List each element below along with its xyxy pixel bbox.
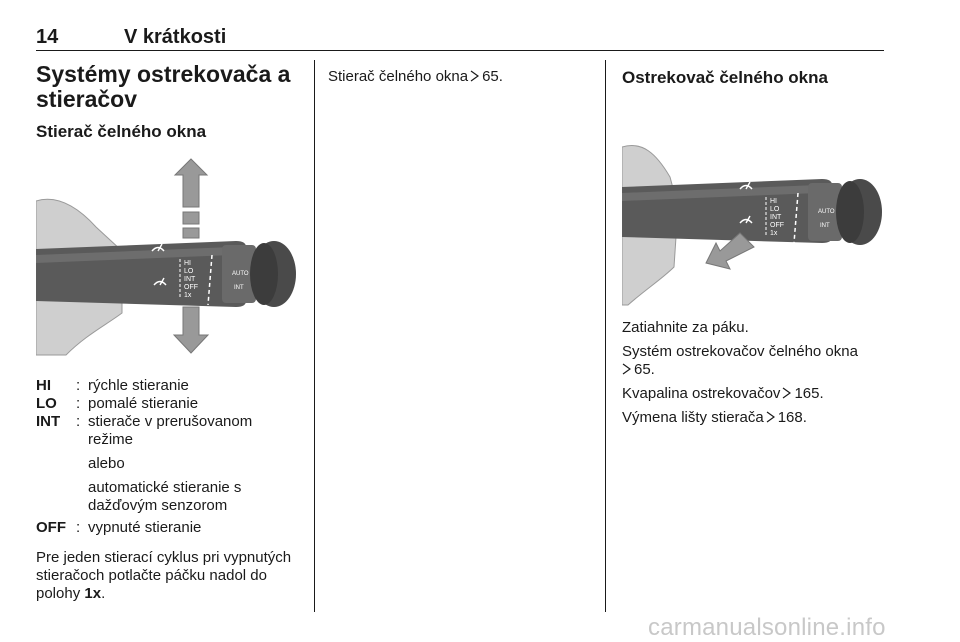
washer-stalk-figure: [622, 97, 884, 307]
figure-label: HI: [770, 198, 777, 205]
page-number: 14: [36, 26, 59, 48]
figure-label: HI: [184, 260, 191, 267]
page-reference-icon: [782, 385, 791, 403]
page-reference: 168.: [777, 409, 807, 426]
subsection-heading: Stierač čelného okna: [36, 122, 207, 141]
figure-label: OFF: [770, 222, 784, 229]
figure-label: 1x: [184, 292, 192, 299]
figure-label: INT: [234, 285, 244, 291]
figure-label: LO: [184, 268, 194, 275]
move-up-arrow: [175, 159, 207, 238]
definition-row: OFF : vypnuté stieranie: [36, 519, 300, 537]
cross-reference[interactable]: Systém ostrekovačov čelného okna 65.: [622, 343, 858, 378]
instruction-text: Zatiahnite za páku.: [622, 319, 749, 336]
figure-label: INT: [820, 223, 830, 229]
definition-term: OFF: [36, 519, 66, 536]
section-heading: Systémy ostrekovača a stieračov: [36, 61, 291, 112]
note-paragraph: Pre jeden stierací cyklus pri vypnutých stieračoch potlačte páčku nadol do polohy 1x.: [36, 549, 292, 602]
figure-label: 1x: [770, 230, 778, 237]
note-bold: 1x: [84, 585, 102, 602]
wiper-stalk-figure: [36, 155, 298, 365]
definition-term: LO: [36, 395, 57, 412]
column-right: [622, 62, 884, 427]
column-divider: [605, 60, 606, 612]
page-reference-icon: [766, 409, 775, 427]
page-reference: 165.: [794, 385, 824, 402]
definition-desc: rýchle stieranie: [88, 377, 189, 394]
definition-extra: automatické stieranie s dažďovým senzorom: [88, 479, 242, 514]
figure-label: AUTO: [232, 271, 249, 277]
definition-term: HI: [36, 377, 51, 394]
header-title: V krátkosti: [124, 26, 227, 48]
figure-label: LO: [770, 206, 780, 213]
definition-desc: stierače v prerušovanom režime: [88, 413, 253, 448]
column-left: [36, 62, 300, 603]
cross-reference[interactable]: Kvapalina ostrekovačov 165.: [622, 385, 824, 402]
column-divider: [314, 60, 315, 612]
page-reference-icon: [470, 68, 479, 86]
cross-reference[interactable]: Výmena lišty stierača 168.: [622, 409, 807, 426]
definition-term: INT: [36, 413, 61, 430]
figure-label: AUTO: [818, 209, 835, 215]
definition-extra: alebo: [88, 455, 125, 472]
watermark: carmanualsonline.info: [648, 614, 886, 641]
figure-label: OFF: [184, 284, 198, 291]
page-reference: 65.: [482, 68, 503, 85]
figure-label: INT: [184, 276, 196, 283]
definition-row: LO : pomalé stieranie: [36, 395, 300, 413]
page-header: [36, 26, 884, 51]
definition-desc: vypnuté stieranie: [88, 519, 202, 536]
page-reference-icon: [622, 361, 631, 379]
figure-label: INT: [770, 214, 782, 221]
definition-row: INT : stierače v prerušovanom režime: [36, 413, 300, 449]
cross-reference[interactable]: Stierač čelného okna 65.: [328, 68, 503, 85]
definition-list: [36, 377, 300, 537]
move-down-arrow: [174, 307, 208, 353]
definition-desc: pomalé stieranie: [88, 395, 199, 412]
page-reference: 65.: [634, 361, 655, 378]
definition-row: HI : rýchle stieranie: [36, 377, 300, 395]
section-heading: Ostrekovač čelného okna: [622, 68, 828, 87]
column-middle: [328, 62, 592, 86]
